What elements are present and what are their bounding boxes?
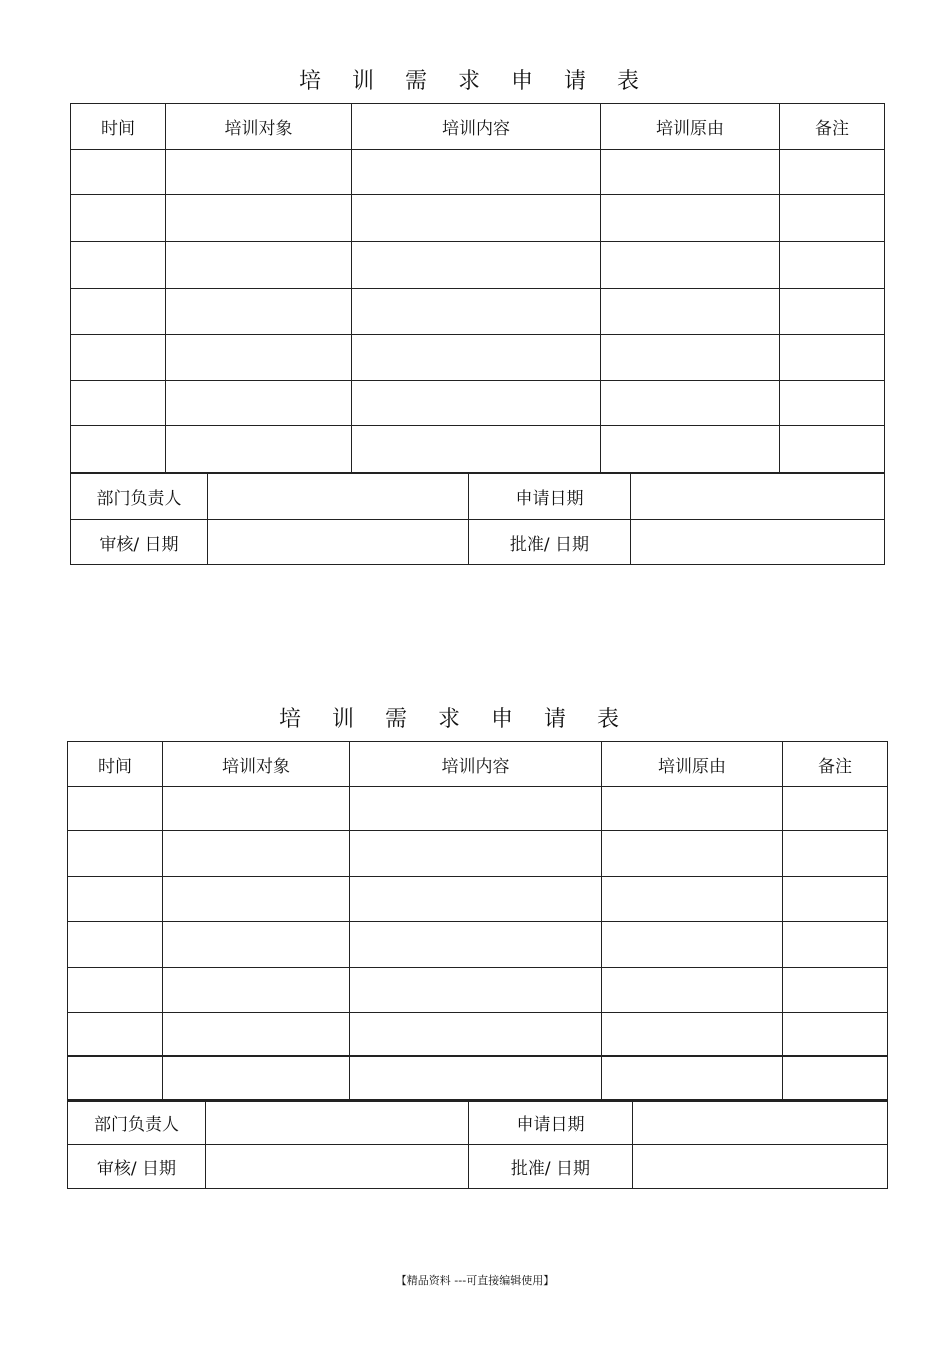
- table-cell[interactable]: [350, 968, 602, 1013]
- table-row: [68, 968, 888, 1013]
- signoff-row: [68, 1100, 888, 1144]
- signoff-row: [71, 520, 885, 565]
- header-content: 培训内容: [352, 104, 601, 150]
- table-cell[interactable]: [68, 922, 163, 968]
- table-cell[interactable]: [71, 426, 166, 473]
- training-grid: [70, 103, 885, 473]
- table-cell[interactable]: [780, 335, 885, 381]
- header-content: 培训内容: [350, 742, 602, 787]
- training-grid: [67, 741, 888, 1102]
- table-cell[interactable]: [350, 922, 602, 968]
- table-cell[interactable]: [602, 831, 783, 877]
- review-date-label: 审核/ 日期: [68, 1144, 206, 1188]
- table-cell[interactable]: [601, 335, 780, 381]
- table-cell[interactable]: [68, 1056, 163, 1102]
- table-cell[interactable]: [68, 877, 163, 922]
- header-trainee: 培训对象: [166, 104, 352, 150]
- header-reason: 培训原由: [602, 742, 783, 787]
- table-cell[interactable]: [783, 1013, 888, 1056]
- table-row: [71, 195, 885, 242]
- signoff-table: [70, 473, 885, 565]
- header-time: 时间: [68, 742, 163, 787]
- table-row: [71, 335, 885, 381]
- header-row: [71, 104, 885, 150]
- table-cell[interactable]: [71, 381, 166, 426]
- dept-head-field[interactable]: [208, 474, 469, 520]
- header-time: 时间: [71, 104, 166, 150]
- table-cell[interactable]: [602, 787, 783, 831]
- table-cell[interactable]: [352, 426, 601, 473]
- table-cell[interactable]: [602, 1013, 783, 1056]
- table-cell[interactable]: [71, 195, 166, 242]
- table-cell[interactable]: [71, 242, 166, 289]
- table-cell[interactable]: [601, 242, 780, 289]
- table-cell[interactable]: [780, 242, 885, 289]
- table-cell[interactable]: [783, 968, 888, 1013]
- dept-head-label: 部门负责人: [71, 474, 208, 520]
- signoff-row: [71, 474, 885, 520]
- approve-date-field[interactable]: [631, 520, 885, 565]
- table-cell[interactable]: [601, 381, 780, 426]
- table-cell[interactable]: [602, 877, 783, 922]
- apply-date-label: 申请日期: [469, 474, 631, 520]
- table-cell[interactable]: [783, 831, 888, 877]
- table-cell[interactable]: [163, 1056, 350, 1102]
- table-cell[interactable]: [163, 877, 350, 922]
- table-cell[interactable]: [350, 1056, 602, 1102]
- apply-date-label: 申请日期: [469, 1100, 633, 1144]
- table-cell[interactable]: [350, 1013, 602, 1056]
- approve-date-field[interactable]: [633, 1144, 888, 1188]
- header-row: [68, 742, 888, 787]
- table-cell[interactable]: [780, 195, 885, 242]
- table-row: [71, 426, 885, 473]
- table-cell[interactable]: [163, 922, 350, 968]
- header-remarks: 备注: [783, 742, 888, 787]
- review-date-field[interactable]: [206, 1144, 469, 1188]
- table-cell[interactable]: [601, 150, 780, 195]
- apply-date-field[interactable]: [633, 1100, 888, 1144]
- review-date-field[interactable]: [208, 520, 469, 565]
- table-row: [68, 922, 888, 968]
- header-trainee: 培训对象: [163, 742, 350, 787]
- table-row: [71, 381, 885, 426]
- table-row: [68, 831, 888, 877]
- table-cell[interactable]: [68, 831, 163, 877]
- table-cell[interactable]: [602, 922, 783, 968]
- table-cell[interactable]: [71, 289, 166, 335]
- table-cell[interactable]: [166, 195, 352, 242]
- table-cell[interactable]: [780, 150, 885, 195]
- table-cell[interactable]: [783, 922, 888, 968]
- table-row: [68, 1013, 888, 1056]
- table-cell[interactable]: [166, 381, 352, 426]
- table-cell[interactable]: [780, 381, 885, 426]
- table-row: [71, 289, 885, 335]
- table-cell[interactable]: [602, 968, 783, 1013]
- table-cell[interactable]: [166, 242, 352, 289]
- table-cell[interactable]: [166, 150, 352, 195]
- table-cell[interactable]: [163, 831, 350, 877]
- footer-note: 【精品资料 ---可直接编辑使用】: [395, 1274, 555, 1287]
- table-cell[interactable]: [71, 335, 166, 381]
- table-cell[interactable]: [166, 426, 352, 473]
- signoff-table: [67, 1099, 888, 1189]
- table-cell[interactable]: [352, 289, 601, 335]
- table-row: [71, 242, 885, 289]
- table-cell[interactable]: [163, 1013, 350, 1056]
- header-reason: 培训原由: [601, 104, 780, 150]
- table-cell[interactable]: [163, 787, 350, 831]
- form-title: 培 训 需 求 申 请 表: [299, 69, 651, 94]
- apply-date-field[interactable]: [631, 474, 885, 520]
- table-row: [68, 877, 888, 922]
- table-cell[interactable]: [601, 289, 780, 335]
- table-cell[interactable]: [352, 242, 601, 289]
- table-cell[interactable]: [68, 1013, 163, 1056]
- table-cell[interactable]: [71, 150, 166, 195]
- table-cell[interactable]: [601, 195, 780, 242]
- table-cell[interactable]: [350, 877, 602, 922]
- form-title: 培 训 需 求 申 请 表: [279, 707, 631, 732]
- table-cell[interactable]: [350, 787, 602, 831]
- header-remarks: 备注: [780, 104, 885, 150]
- table-cell[interactable]: [68, 968, 163, 1013]
- table-row: [68, 787, 888, 831]
- table-cell[interactable]: [166, 289, 352, 335]
- table-cell[interactable]: [783, 1056, 888, 1102]
- table-cell[interactable]: [68, 787, 163, 831]
- table-cell[interactable]: [601, 426, 780, 473]
- dept-head-field[interactable]: [206, 1100, 469, 1144]
- table-row: [68, 1056, 888, 1102]
- table-cell[interactable]: [352, 150, 601, 195]
- table-cell[interactable]: [166, 335, 352, 381]
- table-cell[interactable]: [350, 831, 602, 877]
- table-cell[interactable]: [783, 877, 888, 922]
- table-cell[interactable]: [780, 289, 885, 335]
- table-row: [71, 150, 885, 195]
- approve-date-label: 批准/ 日期: [469, 1144, 633, 1188]
- table-cell[interactable]: [352, 195, 601, 242]
- table-cell[interactable]: [602, 1056, 783, 1102]
- table-cell[interactable]: [352, 381, 601, 426]
- dept-head-label: 部门负责人: [68, 1100, 206, 1144]
- table-cell[interactable]: [163, 968, 350, 1013]
- signoff-row: [68, 1144, 888, 1188]
- review-date-label: 审核/ 日期: [71, 520, 208, 565]
- approve-date-label: 批准/ 日期: [469, 520, 631, 565]
- table-cell[interactable]: [780, 426, 885, 473]
- table-cell[interactable]: [783, 787, 888, 831]
- table-cell[interactable]: [352, 335, 601, 381]
